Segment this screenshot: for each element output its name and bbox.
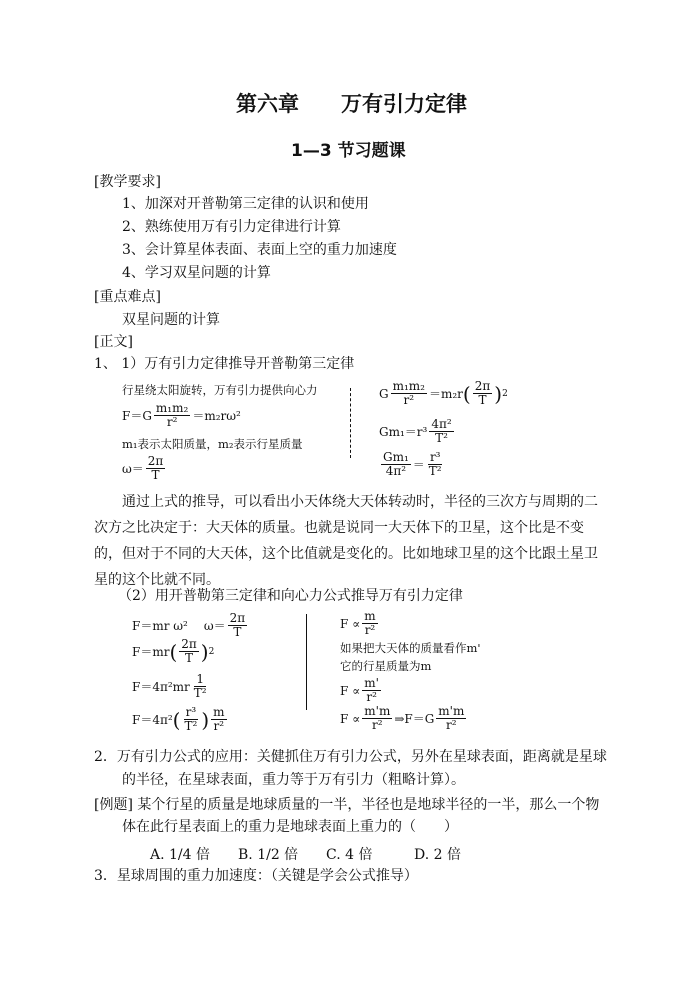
formula-right-2: Gm₁＝r³ $\frac{\text{4π²}}{\text{T²}}$ — [379, 417, 452, 445]
formula-2-right-2: F ∝ $\frac{m'}{\text{r²}}$ — [340, 676, 379, 704]
formula-right-1: G $\frac{\text{m₁m₂}}{\text{r²}}$ ＝m₂r ( $\frac{2\pi}{T}$ ) 2 — [379, 379, 508, 407]
requirement-item: 4、学习双星问题的计算 — [122, 265, 271, 281]
option-c: C. 4 倍 — [326, 847, 373, 863]
formula-divider — [350, 388, 351, 458]
key-points-text: 双星问题的计算 — [122, 312, 220, 328]
formula-2-left-2: F＝mr ( $\frac{2\pi}{T}$ ) 2 — [132, 637, 215, 665]
section-3-title: 3．星球周围的重力加速度：（关键是学会公式推导） — [94, 868, 418, 884]
requirements-header: [教学要求] — [94, 174, 161, 190]
requirement-item: 2、熟练使用万有引力定律进行计算 — [122, 219, 341, 235]
section-1-paragraph: 通过上式的推导，可以看出小天体绕大天体转动时，半径的三次方与周期的二次方之比决定于：大天体的质量。也就是说同一大天体下的卫星，这个比是不变的，但对于不同的大天体，这个比值就是变化的。比如地球卫星的这个比跟土星卫星的这个比就不同。 — [94, 494, 598, 588]
formula-right-3: $\frac{\text{Gm₁}}{\text{4π²}}$ ＝ $\frac{\text{r³}}{\text{T²}}$ — [383, 450, 442, 478]
section-1-2-title: （2）用开普勒第三定律和向心力公式推导万有引力定律 — [118, 588, 463, 604]
formula-text-1: 行星绕太阳旋转，万有引力提供向心力 — [122, 383, 318, 397]
example-line-2: 体在此行星表面上的重力是地球表面上重力的（ ） — [122, 819, 458, 835]
formula-2-right-1: F ∝ $\frac{m}{\text{r²}}$ — [340, 609, 376, 637]
requirement-item: 3、会计算星体表面、表面上空的重力加速度 — [122, 242, 397, 258]
option-b: B. 1/2 倍 — [238, 847, 299, 863]
formula-2-right-3: F ∝ $\frac{m'm}{\text{r²}}$ ⇒F＝G $\frac{m'm}{\text{r²}}$ — [340, 704, 465, 732]
formula-2-note-2: 它的行星质量为m — [340, 659, 432, 673]
formula-omega: ω＝ $\frac{2\pi}{T}$ — [122, 454, 164, 482]
formula-2-left-4: F＝4π² ( $\frac{\text{r³}}{\text{T²}}$ ) $\frac{m}{\text{r²}}$ — [132, 705, 225, 733]
body-header: [正文] — [94, 334, 133, 350]
requirement-item: 1、加深对开普勒第三定律的认识和使用 — [122, 196, 369, 212]
formula-text-2: m₁表示太阳质量，m₂表示行星质量 — [122, 437, 303, 451]
formula-2-divider — [306, 614, 307, 710]
formula-2-left-3: F＝4π²mr $\frac{1}{\text{T²}}$ — [132, 672, 207, 700]
option-a: A. 1/4 倍 — [150, 847, 210, 863]
formula-2-note-1: 如果把大天体的质量看作m' — [340, 641, 481, 655]
option-d: D. 2 倍 — [414, 847, 461, 863]
example-line-1: [例题] 某个行星的质量是地球质量的一半，半径也是地球半径的一半，那么一个物 — [94, 797, 600, 813]
section-1-title: 1、 1）万有引力定律推导开普勒第三定律 — [94, 356, 355, 372]
page-title: 第六章 万有引力定律 — [236, 92, 467, 116]
formula-f-equals: F＝G $\frac{\text{m₁m₂}}{\text{r²}}$ ＝m₂rω² — [122, 401, 241, 429]
page-subtitle: 1—3 节习题课 — [291, 141, 406, 161]
section-2-title: 2．万有引力公式的应用：关健抓住万有引力公式，另外在星球表面，距离就是星球 — [94, 749, 607, 765]
formula-2-left-1: F＝mr ω² ω＝ $\frac{2\pi}{T}$ — [132, 611, 246, 639]
key-points-header: [重点难点] — [94, 289, 161, 305]
section-2-continued: 的半径，在星球表面，重力等于万有引力（粗略计算）。 — [122, 772, 465, 788]
